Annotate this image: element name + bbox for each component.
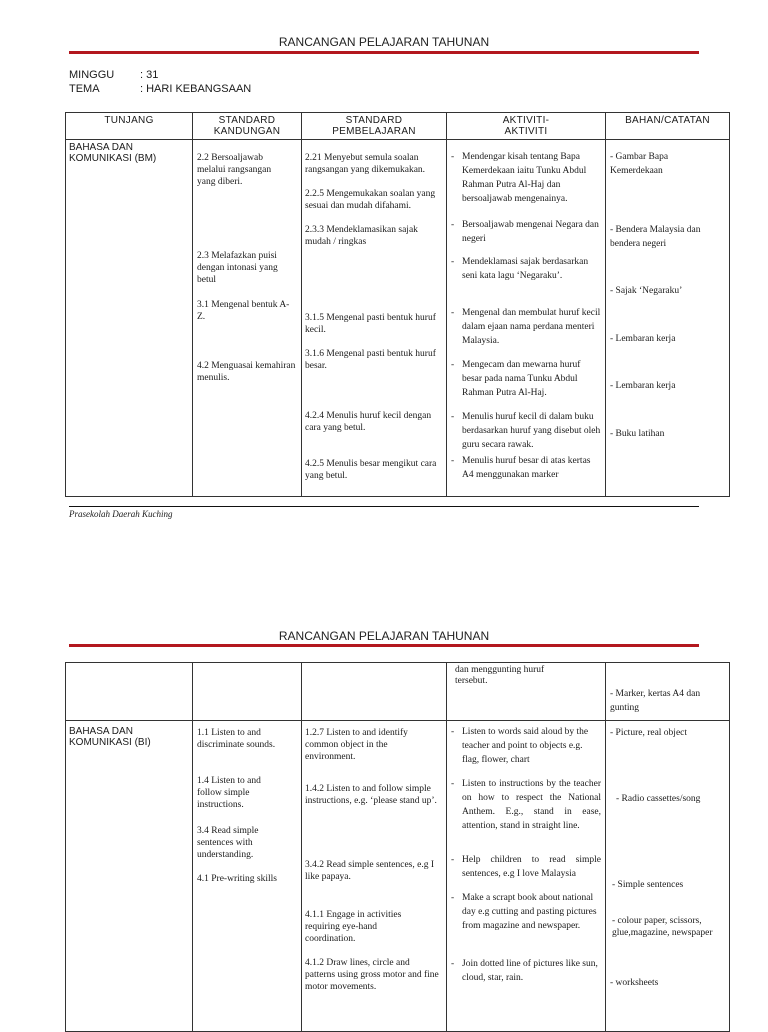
pembelajaran-item: 4.1.2 Draw lines, circle and patterns using gross motor and fine motor movements. [305, 958, 439, 992]
meta-tema [69, 83, 251, 95]
meta-key: TEMA [69, 83, 100, 95]
pembelajaran-item: 4.2.4 Menulis huruf kecil dengan cara yang betul. [305, 411, 432, 433]
bahan-item: - Sajak ‘Negaraku’ [610, 286, 683, 296]
bahan-item: - Gambar Bapa Kemerdekaan [610, 152, 669, 176]
list-item: - Mengecam dan mewarna huruf besar pada nama Tunku Abdul Rahman Putra Al-Haj. [451, 360, 581, 398]
kandungan-item: 4.2 Menguasai kemahiran menulis. [197, 361, 296, 383]
pembelajaran-item: 1.2.7 Listen to and identify common object in the environment. [305, 728, 408, 762]
list-item: - Help children to read simple sentences, e.g I love Malaysia [451, 855, 601, 879]
column-header: BAHAN/CATATAN [606, 113, 730, 140]
kandungan-item: 1.4 Listen to and follow simple instructions. [197, 776, 261, 810]
aktiviti-text: Help children to read simple sentences, e.g I love Malaysia [462, 855, 601, 879]
list-item: - Join dotted line of pictures like sun, cloud, star, rain. [451, 959, 598, 983]
footer-note: Prasekolah Daerah Kuching [69, 509, 173, 519]
aktiviti-text: Mengecam dan mewarna huruf besar pada nama Tunku Abdul Rahman Putra Al-Haj. [462, 360, 581, 398]
column-header: STANDARD PEMBELAJARAN [302, 113, 447, 140]
kandungan-item: 1.1 Listen to and discriminate sounds. [197, 728, 276, 750]
list-item: - Make a scrapt book about national day e.g cutting and pasting pictures from magazine and newspaper. [451, 893, 597, 931]
aktiviti-text: Join dotted line of pictures like sun, cloud, star, rain. [462, 959, 598, 983]
header-rule [69, 644, 699, 647]
column-header: AKTIVITI- AKTIVITI [447, 113, 606, 140]
aktiviti-text: Make a scrapt book about national day e.g cutting and pasting pictures from magazine and newspaper. [462, 893, 597, 931]
aktiviti-continued: dan menggunting huruf tersebut. [455, 665, 545, 686]
meta-minggu [69, 69, 158, 81]
kandungan-item: 4.1 Pre-writing skills [197, 874, 277, 884]
pembelajaran-item: 2.21 Menyebut semula soalan rangsangan yang dikemukakan. [305, 153, 426, 175]
column-header: TUNJANG [66, 113, 193, 140]
pembelajaran-item: 1.4.2 Listen to and follow simple instructions, e.g. ‘please stand up’. [305, 784, 437, 806]
list-item: - Listen to instructions by the teacher on how to respect the National Anthem. E.g., stand in ease, attention, stand in straight line. [451, 779, 601, 831]
tunjang-label: BAHASA DAN KOMUNIKASI (BM) [69, 142, 157, 164]
kandungan-item: 2.2 Bersoaljawab melalui rangsangan yang diberi. [197, 153, 272, 187]
lesson-plan-table-continued [65, 662, 730, 1032]
aktiviti-text: Mendeklamasi sajak berdasarkan seni kata lagu ‘Negaraku’. [462, 257, 589, 281]
bahan-item: - Picture, real object [610, 728, 688, 738]
pembelajaran-item: 4.2.5 Menulis besar mengikut cara yang betul. [305, 459, 437, 481]
aktiviti-text: Mengenal dan membulat huruf kecil dalam ejaan nama perdana menteri Malaysia. [462, 308, 601, 346]
table-row [66, 140, 730, 497]
aktiviti-text: Listen to words said aloud by the teacher and point to objects e.g. flag, flower, chart [462, 727, 589, 765]
table-row [66, 663, 730, 721]
kandungan-item: 3.4 Read simple sentences with understanding. [197, 826, 259, 860]
tunjang-label: BAHASA DAN KOMUNIKASI (BI) [69, 726, 151, 748]
table-header-row [66, 113, 730, 140]
list-item: - Mendeklamasi sajak berdasarkan seni kata lagu ‘Negaraku’. [451, 257, 589, 281]
aktiviti-text: Listen to instructions by the teacher on how to respect the National Anthem. E.g., stand in ease, attention, stand in straight line. [462, 779, 601, 831]
bahan-continued: - Marker, kertas A4 dan gunting [610, 689, 701, 713]
list-item: - Listen to words said aloud by the teacher and point to objects e.g. flag, flower, chart [451, 727, 589, 765]
page-title: RANCANGAN PELAJARAN TAHUNAN [278, 35, 490, 49]
lesson-plan-table [65, 112, 730, 497]
meta-value: : 31 [140, 69, 159, 81]
pembelajaran-item: 2.3.3 Mendeklamasikan sajak mudah / ringkas [305, 225, 418, 247]
pembelajaran-item: 2.2.5 Mengemukakan soalan yang sesuai dan mudah difahami. [305, 189, 436, 211]
pembelajaran-item: 4.1.1 Engage in activities requiring eye-hand coordination. [305, 910, 402, 944]
kandungan-item: 3.1 Mengenal bentuk A-Z. [197, 300, 290, 322]
bahan-item: - worksheets [610, 978, 659, 988]
bahan-item: - Buku latihan [610, 429, 665, 439]
footer-rule [69, 506, 699, 507]
kandungan-item: 2.3 Melafazkan puisi dengan intonasi yang betul [197, 251, 278, 285]
bahan-item: - Simple sentences [612, 880, 684, 890]
header-rule [69, 51, 699, 54]
page-title: RANCANGAN PELAJARAN TAHUNAN [278, 629, 490, 643]
list-item: - Bersoaljawab mengenai Negara dan negeri [451, 220, 599, 244]
bahan-item: - Lembaran kerja [610, 334, 676, 344]
list-item: - Mengenal dan membulat huruf kecil dalam ejaan nama perdana menteri Malaysia. [451, 308, 601, 346]
bahan-item: - colour paper, scissors, glue,magazine, newspaper [612, 916, 713, 938]
aktiviti-text: Menulis huruf kecil di dalam buku berdasarkan huruf yang disebut oleh guru secara rawak. [462, 412, 601, 450]
column-header: STANDARD KANDUNGAN [193, 113, 302, 140]
table-row [66, 721, 730, 1032]
pembelajaran-item: 3.4.2 Read simple sentences, e.g I like papaya. [305, 860, 435, 882]
aktiviti-text: Bersoaljawab mengenai Negara dan negeri [462, 220, 599, 244]
list-item: - Mendengar kisah tentang Bapa Kemerdekaan iaitu Tunku Abdul Rahman Putra Al-Haj dan bersoaljawab mengenainya. [451, 152, 587, 204]
bahan-item: - Radio cassettes/song [616, 794, 701, 804]
meta-value: : HARI KEBANGSAAN [140, 83, 252, 95]
aktiviti-text: Menulis huruf besar di atas kertas A4 menggunakan marker [462, 456, 591, 480]
list-item: - Menulis huruf besar di atas kertas A4 menggunakan marker [451, 456, 591, 480]
pembelajaran-item: 3.1.6 Mengenal pasti bentuk huruf besar. [305, 349, 436, 371]
meta-key: MINGGU [69, 69, 115, 81]
bahan-item: - Lembaran kerja [610, 381, 676, 391]
list-item: - Menulis huruf kecil di dalam buku berdasarkan huruf yang disebut oleh guru secara rawak. [451, 412, 601, 450]
aktiviti-text: Mendengar kisah tentang Bapa Kemerdekaan iaitu Tunku Abdul Rahman Putra Al-Haj dan bersoaljawab mengenainya. [462, 152, 587, 204]
pembelajaran-item: 3.1.5 Mengenal pasti bentuk huruf kecil. [305, 313, 436, 335]
bahan-item: - Bendera Malaysia dan bendera negeri [610, 225, 701, 249]
